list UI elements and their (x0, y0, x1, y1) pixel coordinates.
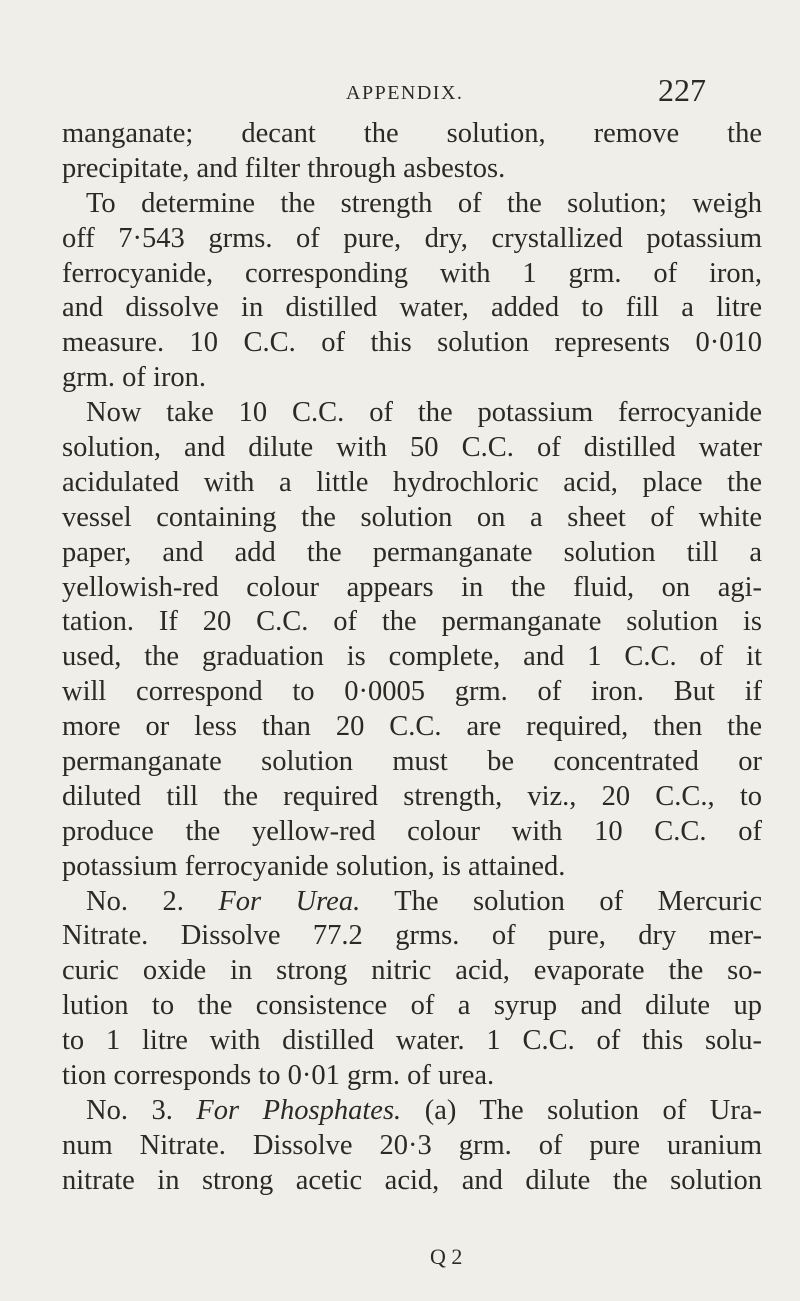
text-line: paper, and add the permanganate solution till a (62, 536, 762, 568)
text-line: vessel containing the solution on a sheet of white (62, 501, 762, 533)
text-line: and dissolve in distilled water, added to fill a litre (62, 292, 762, 324)
text-line: acidulated with a little hydrochloric acid, place the (62, 466, 762, 498)
text-line: solution, and dilute with 50 C.C. of distilled water (62, 432, 762, 464)
section-heading: For Urea. (218, 885, 361, 917)
text-fragment: (a) The solution of Ura- (424, 1094, 762, 1126)
text-line: used, the graduation is complete, and 1 C.C. of it (62, 641, 762, 673)
text-line: precipitate, and filter through asbestos. (62, 152, 506, 184)
text-line: off 7·543 grms. of pure, dry, crystallized potassium (62, 222, 762, 254)
section-heading: For Phosphates. (196, 1094, 402, 1126)
text-line: num Nitrate. Dissolve 20·3 grm. of pure uranium (62, 1129, 762, 1161)
text-line: produce the yellow-red colour with 10 C.C. of (62, 815, 762, 847)
section-number: No. 2. (86, 885, 184, 917)
running-head: APPENDIX. (346, 82, 464, 104)
text-line: tation. If 20 C.C. of the permanganate solution is (62, 606, 762, 638)
text-line: Nitrate. Dissolve 77.2 grms. of pure, dry mer- (62, 920, 762, 952)
urea-section-heading-line (62, 885, 762, 920)
text-line: measure. 10 C.C. of this solution represents 0·010 (62, 327, 762, 359)
text-line: lution to the consistence of a syrup and dilute up (62, 990, 762, 1022)
text-line: diluted till the required strength, viz., 20 C.C., to (62, 780, 762, 812)
text-line: tion corresponds to 0·01 grm. of urea. (62, 1060, 495, 1092)
text-line: to 1 litre with distilled water. 1 C.C. of this solu- (62, 1025, 762, 1057)
page-number: 227 (658, 72, 706, 108)
text-line: manganate; decant the solution, remove the (62, 118, 762, 149)
text-line: curic oxide in strong nitric acid, evaporate the so- (62, 955, 762, 987)
phosphates-section-heading-line (62, 1094, 762, 1129)
signature-mark: Q 2 (430, 1244, 463, 1269)
text-line: yellowish-red colour appears in the fluid, on agi- (62, 571, 762, 603)
text-line: nitrate in strong acetic acid, and dilute the solution (62, 1164, 762, 1196)
text-line: potassium ferrocyanide solution, is attained. (62, 850, 566, 882)
text-line: ferrocyanide, corresponding with 1 grm. of iron, (62, 257, 762, 289)
text-fragment: The solution of Mercuric (394, 885, 763, 917)
text-line: To determine the strength of the solution; weigh (86, 187, 762, 219)
section-number: No. 3. (86, 1094, 173, 1126)
text-line: more or less than 20 C.C. are required, then the (62, 711, 762, 743)
text-line: permanganate solution must be concentrated or (62, 746, 762, 778)
text-line: grm. of iron. (62, 362, 207, 394)
text-line: will correspond to 0·0005 grm. of iron. But if (62, 676, 762, 708)
body-text (62, 117, 762, 1199)
text-line: Now take 10 C.C. of the potassium ferrocyanide (86, 397, 762, 429)
